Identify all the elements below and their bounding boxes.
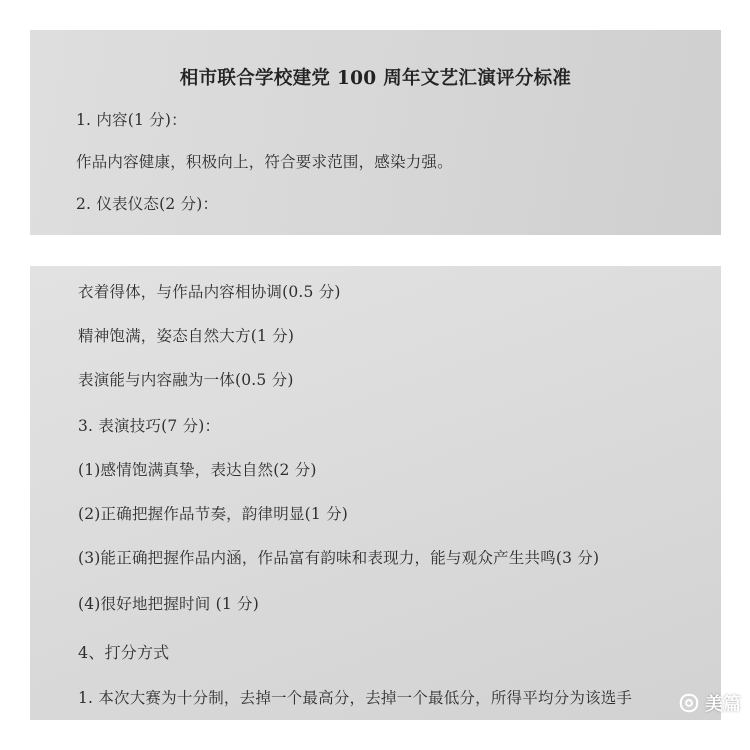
section-3-item-3: (3)能正确把握作品内涵，作品富有韵味和表现力，能与观众产生共鸣(3 分) (78, 549, 600, 567)
section-4-item-1: 1. 本次大赛为十分制，去掉一个最高分，去掉一个最低分，所得平均分为该选手 (78, 689, 633, 707)
section-3-item-2: (2)正确把握作品节奏，韵律明显(1 分) (78, 505, 349, 523)
section-3-heading: 3. 表演技巧(7 分)： (78, 417, 221, 435)
section-1-text: 作品内容健康，积极向上，符合要求范围，感染力强。 (76, 153, 453, 171)
bottom-photo (30, 266, 721, 720)
section-2-item-integration: 表演能与内容融为一体(0.5 分) (78, 371, 294, 389)
document-title: 相市联合学校建党 100 周年文艺汇演评分标准 (179, 68, 572, 89)
section-3-item-1: (1)感情饱满真挚，表达自然(2 分) (78, 461, 317, 479)
section-2-heading: 2. 仪表仪态(2 分)： (76, 195, 219, 213)
top-photo (30, 30, 721, 235)
meipian-logo-icon (678, 692, 700, 714)
section-2-item-attire: 衣着得体，与作品内容相协调(0.5 分) (78, 283, 341, 301)
section-4-heading: 4、打分方式 (78, 643, 170, 662)
watermark-text: 美篇 (705, 694, 741, 715)
meipian-watermark (678, 690, 741, 716)
section-3-item-4: (4)很好地把握时间 (1 分) (78, 595, 259, 613)
section-1-heading: 1. 内容(1 分)： (76, 111, 187, 129)
section-2-item-spirit: 精神饱满，姿态自然大方(1 分) (78, 327, 295, 345)
